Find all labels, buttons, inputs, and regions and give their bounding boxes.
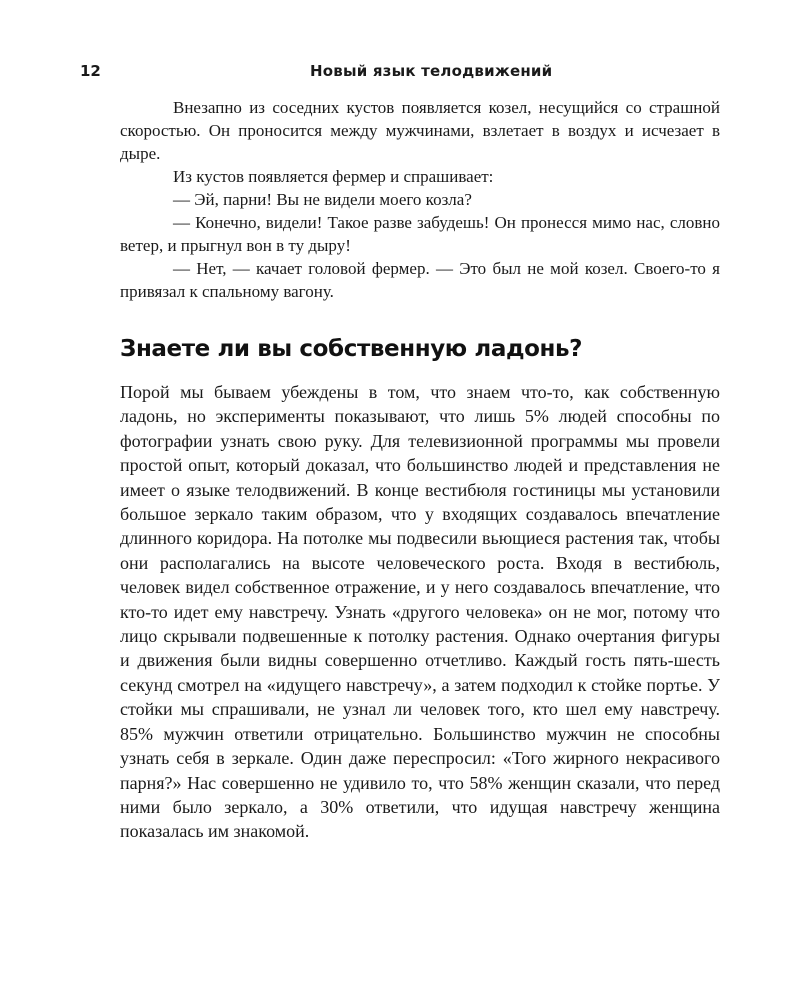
- section-heading: Знаете ли вы собственную ладонь?: [120, 336, 583, 362]
- anecdote-paragraph: — Эй, парни! Вы не видели моего козла?: [173, 190, 472, 209]
- anecdote-paragraph: Внезапно из соседних кустов появляется козел, несущийся со страшной скоростью. Он проносится между мужчинами, взлетает в воздух и исчезает в дыре.: [120, 98, 720, 163]
- running-head: [80, 62, 730, 84]
- anecdote-block: [120, 96, 720, 303]
- page-number: 12: [80, 62, 101, 80]
- running-title: Новый язык телодвижений: [310, 62, 553, 80]
- section-body-paragraph: Порой мы бываем убеждены в том, что знаем что-то, как собственную ладонь, но эксперименты показывают, что лишь 5% людей способны по фотографии узнать свою руку. Для телевизионной программы мы провели простой опыт, который доказал, что большинство людей и представления не имеет о языке телодвижений. В конце вестибюля гостиницы мы установили большое зеркало таким образом, что у входящих создавалось впечатление длинного коридора. На потолке мы подвесили вьющиеся растения так, чтобы они располагались на высоте человеческого роста. Входя в вестибюль, человек видел собственное отражение, и у него создавалось впечатление, что кто-то идет ему навстречу. Узнать «другого человека» он не мог, потому что лицо скрывали подвешенные к потолку растения. Однако очертания фигуры и движения были видны совершенно отчетливо. Каждый гость пять-шесть секунд смотрел на «идущего навстречу», а затем подходил к стойке портье. У стойки мы спрашивали, не узнал ли человек того, кто шел ему навстречу. 85% мужчин ответили отрицательно. Большинство мужчин не способны узнать себя в зеркале. Один даже переспросил: «Того жирного некрасивого парня?» Нас совершенно не удивило то, что 58% женщин сказали, что перед ними было зеркало, а 30% ответили, что идущая навстречу женщина показалась им знакомой.: [120, 382, 720, 842]
- anecdote-paragraph: — Нет, — качает головой фермер. — Это был не мой козел. Своего-то я привязал к спальному вагону.: [120, 259, 720, 301]
- anecdote-paragraph: Из кустов появляется фермер и спрашивает:: [173, 167, 494, 186]
- anecdote-paragraph: — Конечно, видели! Такое разве забудешь! Он пронесся мимо нас, словно ветер, и прыгнул вон в ту дыру!: [120, 213, 720, 255]
